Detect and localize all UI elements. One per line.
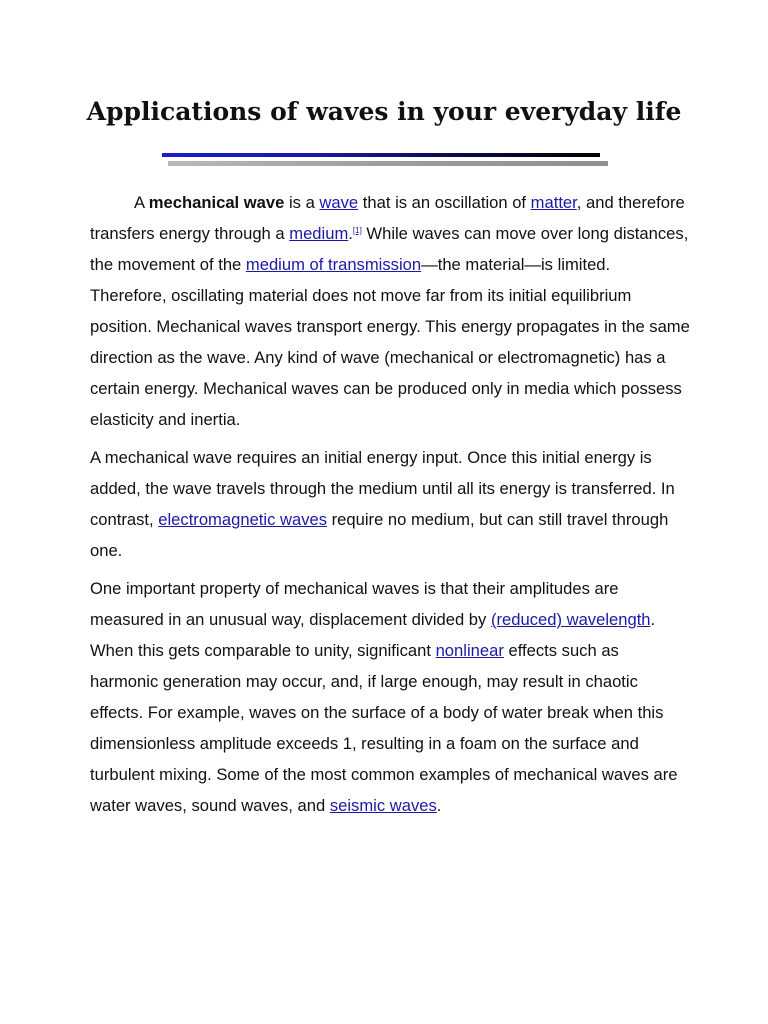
link-reduced-wavelength[interactable]: (reduced) wavelength xyxy=(490,610,651,629)
text-run: . xyxy=(436,796,442,815)
link-medium[interactable]: medium xyxy=(289,224,349,243)
text-run: effects such as harmonic generation may occur, and, if large enough, may result in chaotic effects. For example, waves on the surface of a body of water break when this dimensionless amplitude exceeds 1, resulting in a foam on the surface and turbulent mixing. Some of the most common examples of mechanical waves are water waves, sound waves, and xyxy=(90,641,678,815)
divider-line xyxy=(162,153,600,157)
article-body xyxy=(90,187,690,828)
text-run: A mechanical wave requires an initial energy input. Once this initial energy is added, the wave travels through the medium until all its energy is transferred. In contrast, xyxy=(90,448,675,529)
text-run: While waves can move over long distances, the movement of the xyxy=(90,224,689,274)
text-run: , and therefore transfers energy through a xyxy=(90,193,685,243)
link-medium-of-transmission[interactable]: medium of transmission xyxy=(245,255,422,274)
text-run: require no medium, but can still travel through one. xyxy=(90,510,669,560)
text-run: A xyxy=(134,193,149,212)
link-matter[interactable]: matter xyxy=(530,193,577,212)
text-run: —the material—is limited. Therefore, oscillating material does not move far from its initial equilibrium position. Mechanical waves transport energy. This energy propagates in the same direction as the wave. Any kind of wave (mechanical or electromagnetic) has a certain energy. Mechanical waves can be produced only in media which possess elasticity and inertia. xyxy=(90,255,690,429)
paragraph-3 xyxy=(90,573,690,821)
text-run: . When this gets comparable to unity, significant xyxy=(90,610,656,660)
link-nonlinear[interactable]: nonlinear xyxy=(435,641,504,660)
text-run: One important property of mechanical waves is that their amplitudes are measured in an unusual way, displacement divided by xyxy=(90,579,619,629)
paragraph-1 xyxy=(90,187,690,435)
page-title: Applications of waves in your everyday life xyxy=(86,97,682,126)
reference-link-1[interactable]: [1] xyxy=(352,226,362,235)
divider-shadow xyxy=(168,161,608,166)
link-seismic-waves[interactable]: seismic waves xyxy=(329,796,437,815)
text-run: . xyxy=(348,224,353,243)
text-run: that is an oscillation of xyxy=(358,193,531,212)
term-mechanical-wave: mechanical wave xyxy=(148,193,285,212)
paragraph-2 xyxy=(90,442,690,566)
link-wave[interactable]: wave xyxy=(319,193,359,212)
title-divider xyxy=(162,150,610,170)
text-run: is a xyxy=(284,193,320,212)
link-electromagnetic-waves[interactable]: electromagnetic waves xyxy=(158,510,328,529)
